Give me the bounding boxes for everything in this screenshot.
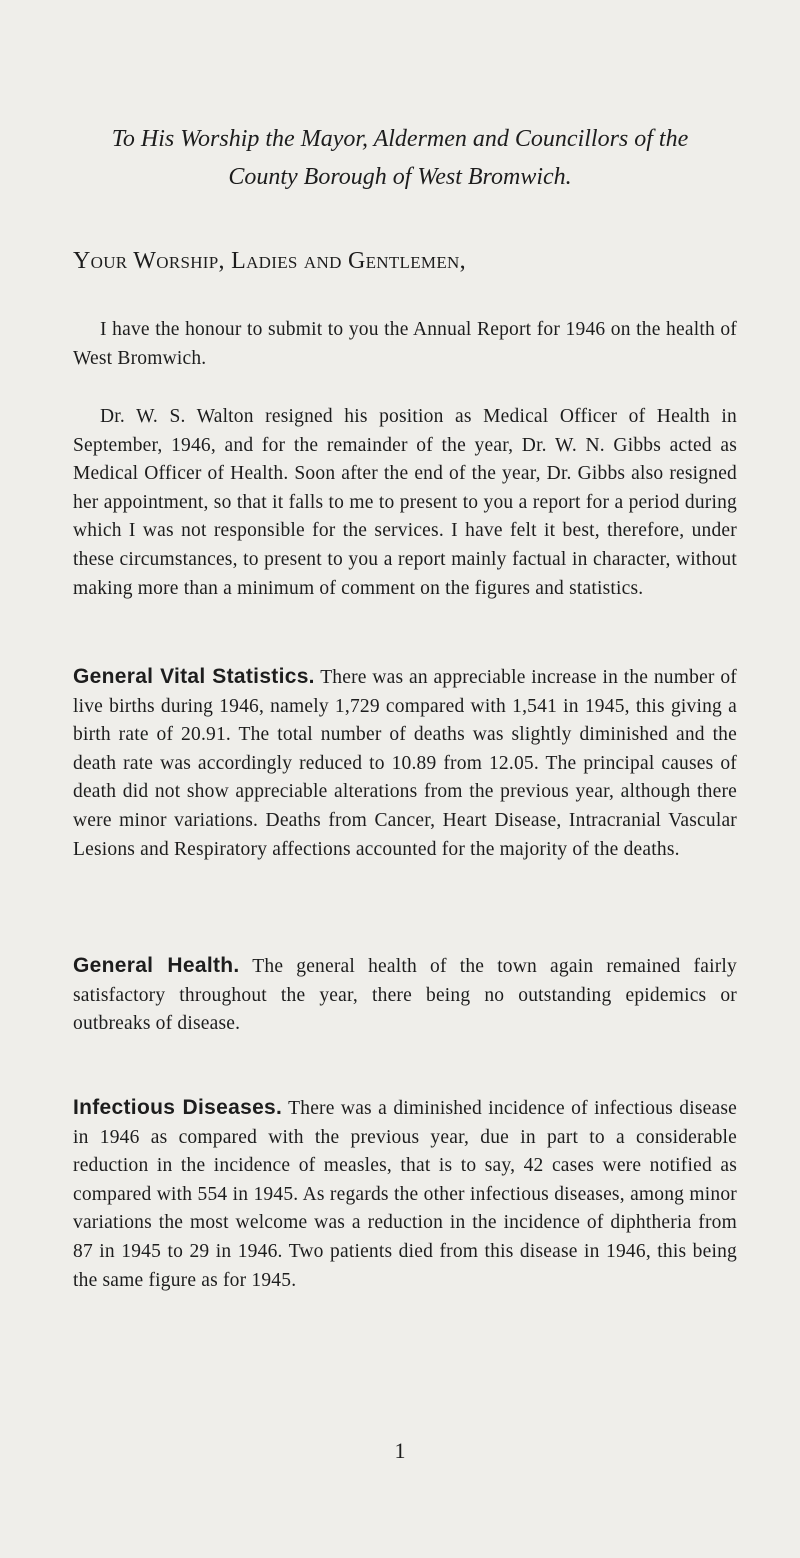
infectious-diseases-paragraph (73, 1094, 737, 1295)
page-number: 1 (394, 1438, 406, 1463)
general-health-heading: General Health. (73, 954, 240, 977)
general-health-paragraph (73, 952, 737, 1039)
vital-statistics-body: There was an appreciable increase in the number of live births during 1946, namely 1,729 compared with 1,541 in 1945, this giving a birth rate of 20.91. The total number of deaths was slightly diminished and the death rate was accordingly reduced to 10.89 from 12.05. The principal causes of death did not show appreciable alterations from the previous year, although there were minor variations. Deaths from Cancer, Heart Disease, Intracranial Vascular Lesions and Respiratory affections accounted for the majority of the deaths. (73, 667, 737, 860)
salutation (73, 248, 466, 275)
salutation-rest: our Worship, Ladies and Gentlemen, (90, 248, 466, 274)
address-block (0, 120, 800, 196)
vital-statistics-heading: General Vital Statistics. (73, 665, 315, 688)
salutation-initial: Y (73, 248, 91, 274)
vital-statistics-paragraph (73, 663, 737, 864)
intro-paragraph: I have the honour to submit to you the Annual Report for 1946 on the health of West Bromwich. (73, 319, 737, 369)
address-line-1: To His Worship the Mayor, Aldermen and Councillors of the (111, 126, 689, 152)
infectious-diseases-heading: Infectious Diseases. (73, 1096, 283, 1119)
address-line-2: County Borough of West Bromwich. (228, 164, 572, 190)
infectious-diseases-body: There was a diminished incidence of infectious disease in 1946 as compared with the previous year, due in part to a considerable reduction in the incidence of measles, that is to say, 42 cases were notified as compared with 554 in 1945. As regards the other infectious diseases, among minor variations the most welcome was a reduction in the incidence of diphtheria from 87 in 1945 to 29 in 1946. Two patients died from this disease in 1946, this being the same figure as for 1945. (73, 1098, 737, 1291)
staffing-paragraph: Dr. W. S. Walton resigned his position as Medical Officer of Health in September, 1946, and for the remainder of the year, Dr. W. N. Gibbs acted as Medical Officer of Health. Soon after the end of the year, Dr. Gibbs also resigned her appointment, so that it falls to me to present to you a report for a period during which I was not responsible for the services. I have felt it best, therefore, under these circumstances, to present to you a report mainly factual in character, without making more than a minimum of comment on the figures and statistics. (73, 406, 737, 599)
general-health-body: The general health of the town again remained fairly satisfactory throughout the year, there being no outstanding epidemics or outbreaks of disease. (73, 956, 737, 1035)
